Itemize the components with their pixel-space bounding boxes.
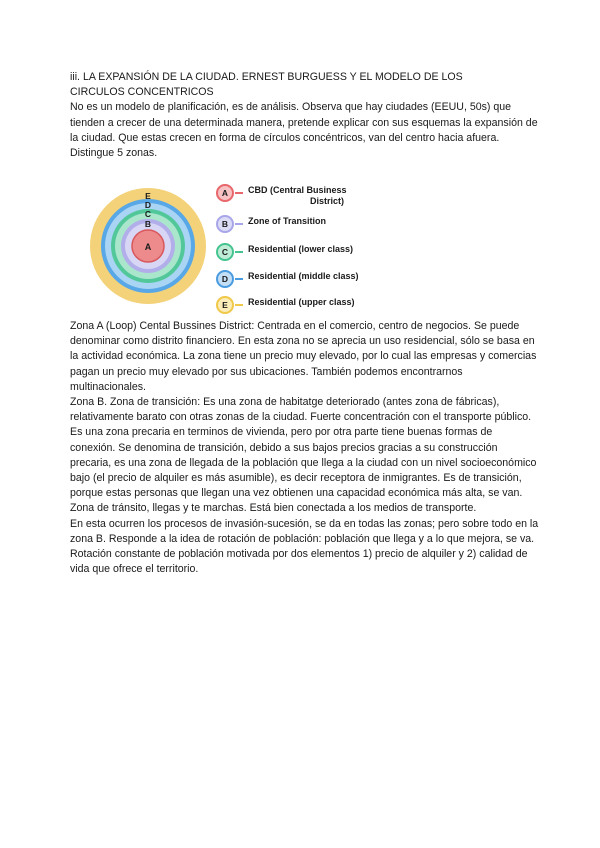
legend-dash: [235, 251, 243, 253]
intro-section: [70, 70, 540, 161]
circle-badge-a-icon: A: [216, 184, 234, 202]
diagram-legend: [216, 180, 416, 310]
ring-label-d: D: [144, 200, 152, 210]
legend-item-e: [216, 294, 416, 318]
heading-line-2: CIRCULOS CONCENTRICOS: [70, 86, 214, 99]
paragraph-rotacion: Rotación constante de población motivada por dos elementos 1) precio de alquiler y 2) calidad de vida que ofrece el territorio.: [70, 548, 528, 576]
intro-paragraph: No es un modelo de planificación, es de análisis. Observa que hay ciudades (EEUU, 50s) que tienden a crecer de una determinada manera, pretende explicar con sus esquemas la expansión de la ciudad. Que estas crecen en forma de círculos concéntricos, van del centro hacia afuera. Distingue 5 zonas.: [70, 101, 538, 160]
legend-label-d: Residential (middle class): [248, 271, 359, 281]
legend-dash: [235, 223, 243, 225]
legend-dash: [235, 278, 243, 280]
legend-label-b: Zone of Transition: [248, 216, 326, 226]
legend-item-b: [216, 213, 416, 237]
ring-label-c: C: [144, 209, 152, 219]
legend-item-a: [216, 182, 416, 206]
circle-badge-c-icon: C: [216, 243, 234, 261]
paragraph-zona-b: Zona B. Zona de transición: Es una zona de habitatge deteriorado (antes zona de fábricas), relativamente barato con otras zonas de la ciudad. Fuerte concentración con el transporte público. Es una zona precaria en terminos de vivienda, pero por otra parte tiene buenas formas de conexión. Se denomina de transición, debido a sus bajos precios gracias a su construcción precaria, es una zona de llegada de la población que llega a la ciudad con un nivel socioeconómico bajo (el precio de alquiler es más asumible), es decir receptora de inmigrantes. Es de transición, porque estas personas que llegan una vez obtienen una capacidad económica más alta, se van. Zona de tránsito, llegas y te marchas. Está bien conectada a los medios de transporte.: [70, 396, 537, 515]
circle-badge-b-icon: B: [216, 215, 234, 233]
section-heading: [70, 70, 540, 100]
circle-badge-d-icon: D: [216, 270, 234, 288]
ring-label-a: A: [144, 242, 152, 252]
legend-label-a-line2: District): [310, 196, 345, 206]
legend-label-e: Residential (upper class): [248, 297, 355, 307]
body-section: [70, 319, 540, 577]
ring-label-e: E: [145, 191, 151, 201]
legend-label-a: [248, 185, 418, 207]
legend-dash: [235, 192, 243, 194]
legend-label-c: Residential (lower class): [248, 244, 354, 254]
circle-badge-e-icon: E: [216, 296, 234, 314]
paragraph-invasion: En esta ocurren los procesos de invasión-sucesión, se da en todas las zonas; pero sobre todo en la zona B. Responde a la idea de rotación de población: población que llega y a lo que mejora, se va.: [70, 517, 539, 545]
legend-item-d: [216, 268, 416, 292]
legend-dash: [235, 304, 243, 306]
legend-label-a-line1: CBD (Central Business: [248, 185, 347, 195]
legend-item-c: [216, 241, 416, 265]
heading-line-1: iii. LA EXPANSIÓN DE LA CIUDAD. ERNEST BURGUESS Y EL MODELO DE LOS: [70, 71, 463, 83]
paragraph-zona-a: Zona A (Loop) Cental Bussines District: Centrada en el comercio, centro de negocios. Se puede denominar como distrito financiero. En esta zona no se aprecia un uso residencial, sólo se basa en la actividad económica. La zona tiene un precio muy elevado, por lo cual las empresas y comercias pagan un precio muy elevado por sus ubicaciones. También podemos encontrarnos multinacionales.: [70, 320, 537, 393]
ring-label-b: B: [144, 219, 152, 229]
